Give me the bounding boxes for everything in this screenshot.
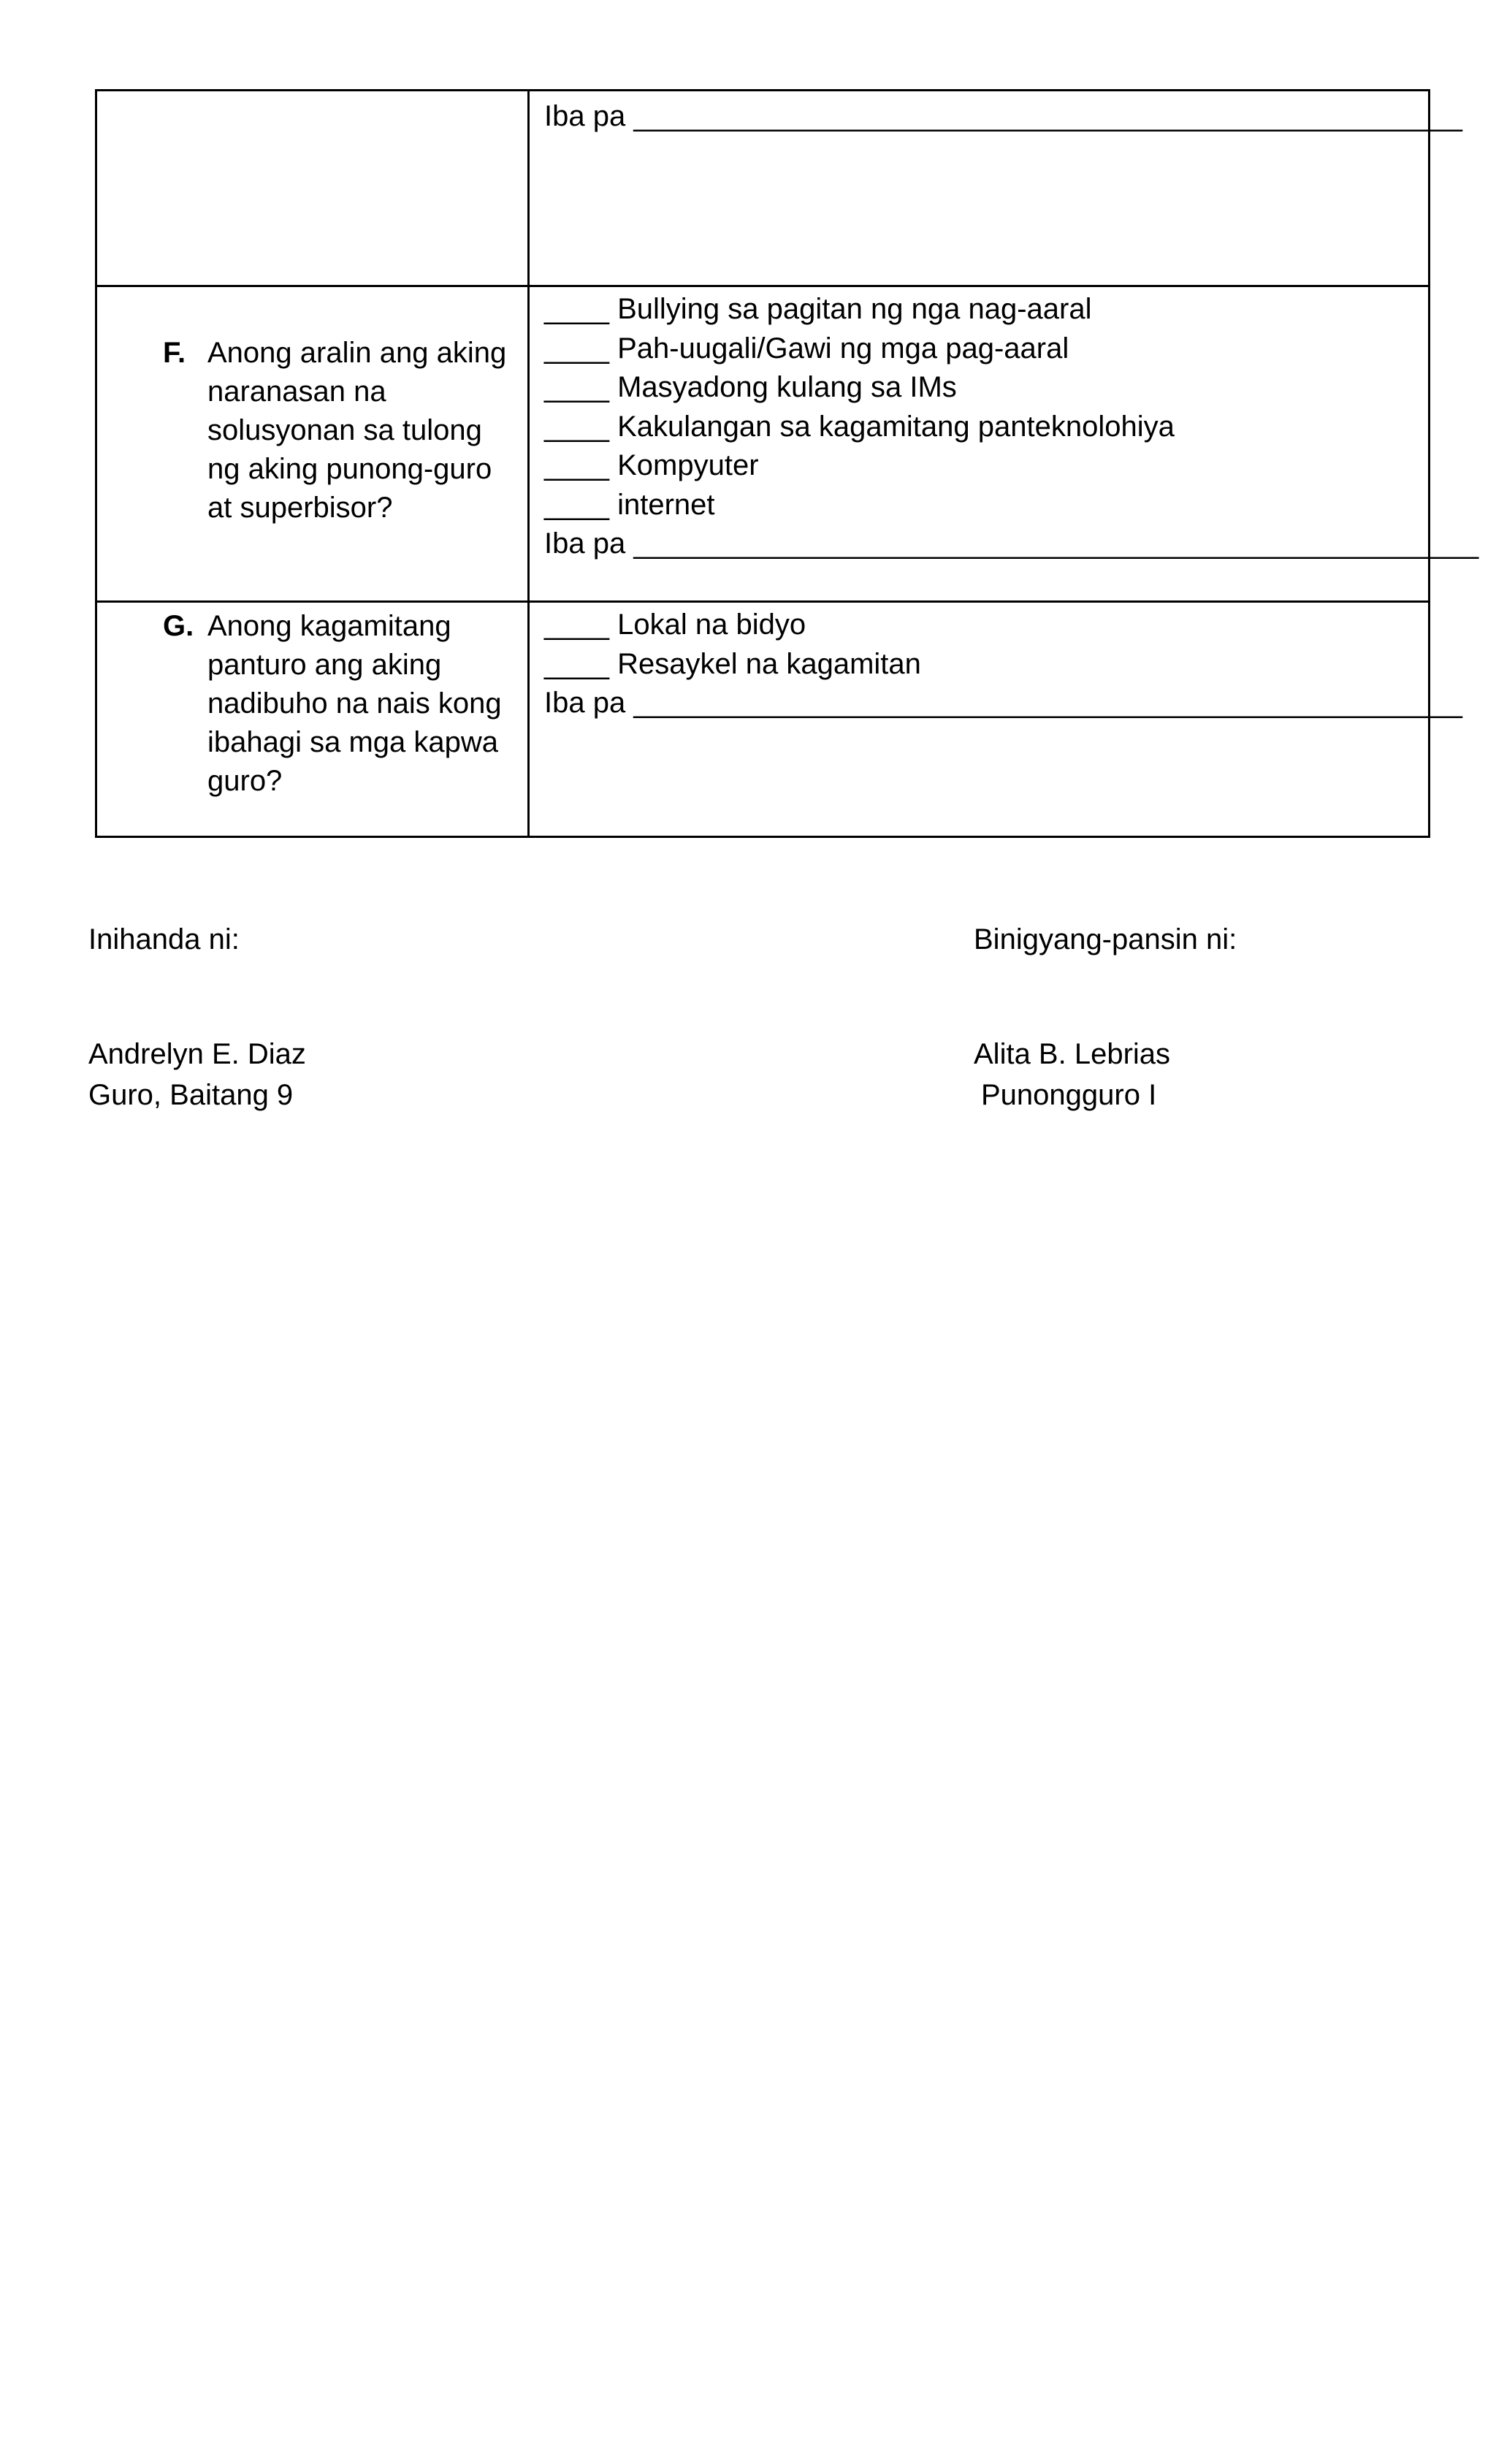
answer-line: ____ Lokal na bidyo	[544, 609, 806, 641]
question-cell-empty	[96, 91, 529, 286]
answer-line: ____ Masyadong kulang sa IMs	[544, 371, 957, 403]
prepared-by-label: Inihanda ni:	[88, 923, 240, 956]
answer-line: ____ Kompyuter	[544, 449, 759, 481]
answer-cell-continued	[529, 91, 1462, 286]
preparer-title: Guro, Baitang 9	[88, 1079, 294, 1111]
noter-name: Alita B. Lebrias	[974, 1038, 1171, 1070]
answer-line: Iba pa ___________________________________________________	[544, 100, 1462, 132]
question-text-g: Anong kagamitang panturo ang aking nadibuho na nais kong ibahagi sa mga kapwa guro?	[207, 610, 502, 797]
noted-by-label: Binigyang-pansin ni:	[974, 923, 1237, 956]
answer-cell-g	[529, 602, 1462, 837]
question-cell-g	[96, 602, 529, 837]
answer-line: ____ internet	[544, 488, 715, 521]
question-letter-g: G.	[163, 610, 194, 642]
answer-line: Iba pa ____________________________________________________	[544, 527, 1479, 560]
question-cell-f	[96, 286, 529, 602]
table-row-g	[96, 602, 1430, 837]
answer-cell-f	[529, 286, 1479, 602]
question-text-f: Anong aralin ang aking naranasan na solusyonan sa tulong ng aking punong-guro at superbisor?	[207, 337, 507, 524]
answer-line: Iba pa ___________________________________________________	[544, 687, 1462, 719]
table-row-f	[96, 286, 1430, 602]
preparer-name: Andrelyn E. Diaz	[88, 1038, 306, 1070]
answer-line: ____ Bullying sa pagitan ng nga nag-aaral	[544, 293, 1092, 325]
question-letter-f: F.	[163, 337, 186, 369]
reflection-table	[95, 89, 1479, 838]
preparer-signature-block	[88, 1034, 306, 1115]
answer-line: ____ Resaykel na kagamitan	[544, 647, 921, 680]
noter-signature-block	[974, 1034, 1170, 1115]
table-row-continued	[96, 91, 1430, 286]
answer-line: ____ Pah-uugali/Gawi ng mga pag-aaral	[544, 332, 1069, 365]
answer-line: ____ Kakulangan sa kagamitang panteknolohiya	[544, 410, 1175, 443]
noter-title: Punongguro I	[981, 1079, 1157, 1111]
